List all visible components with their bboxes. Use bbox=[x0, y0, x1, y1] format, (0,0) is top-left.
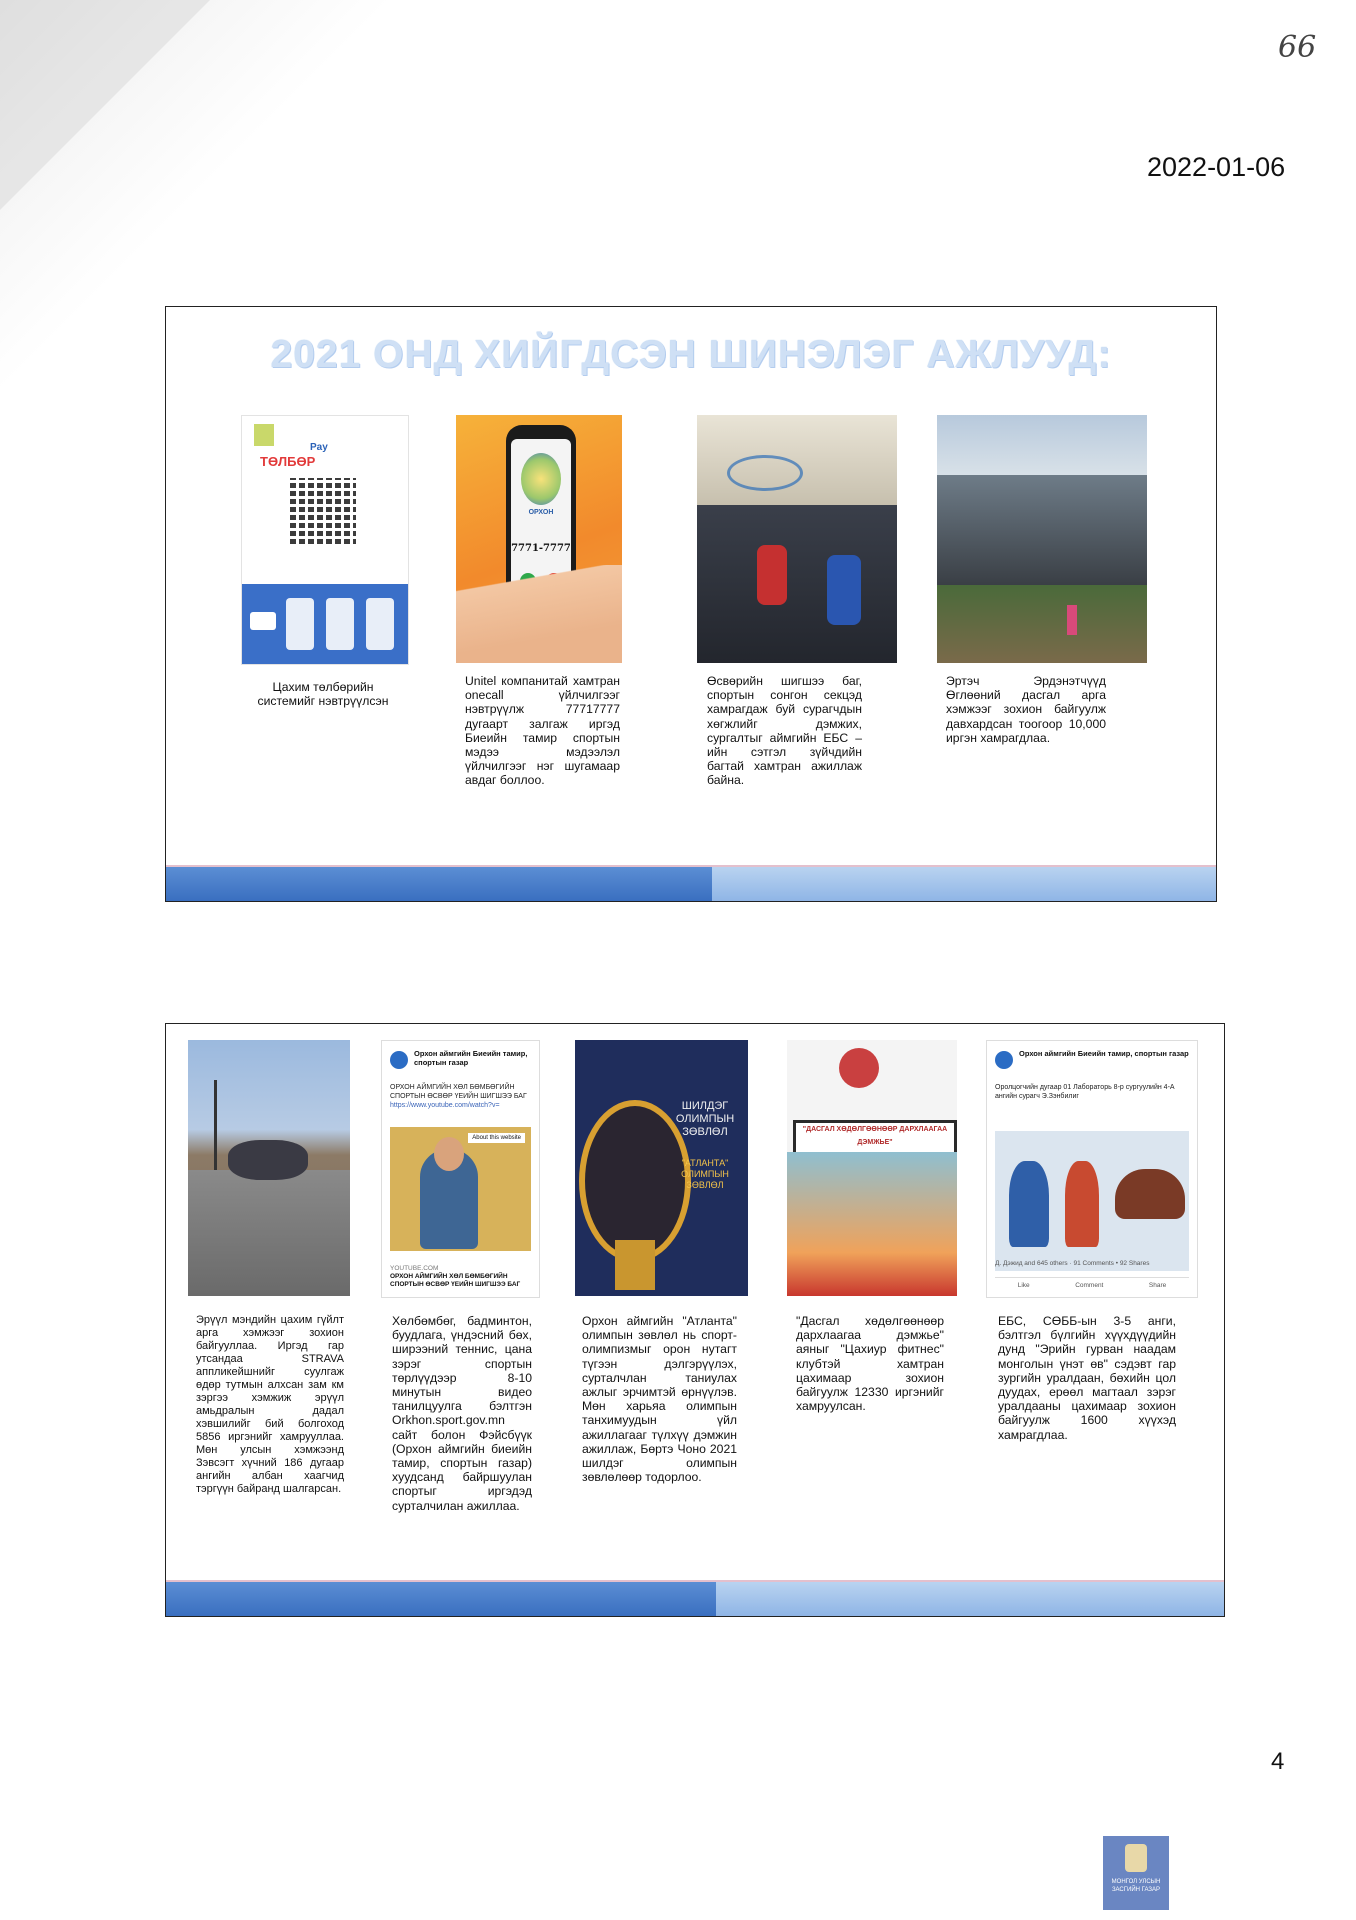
caption-morning-exercise: Эртэч Эрдэнэтчүүд Өглөөний дасгал арга хэмжээг зохион байгуулж давхардсан тоогоор 10,000 иргэн хамрагдлаа. bbox=[946, 674, 1106, 745]
slide-activities bbox=[165, 1023, 1225, 1617]
qr-payment-image bbox=[241, 415, 409, 665]
atlanta-olympic-council-poster bbox=[575, 1040, 748, 1296]
page-avatar-icon bbox=[995, 1051, 1013, 1069]
caption-psychology: Өсвөрийн шигшээ баг, спортын сонгон секцэд хамрагдаж буй сурагчдын хөгжлийг дэмжих, сургалтыг аймгийн ЕБС –ийн сэтгэл зүйчдийн багтай хамтран ажиллаж байна. bbox=[707, 674, 862, 788]
handwritten-page-number: 66 bbox=[1278, 30, 1317, 65]
hand-illustration bbox=[456, 565, 622, 663]
qpay-label: Pay bbox=[310, 442, 328, 453]
share-button[interactable]: Share bbox=[1148, 1282, 1167, 1289]
children-drawing bbox=[995, 1131, 1189, 1271]
about-website-label[interactable]: About this website bbox=[468, 1133, 525, 1143]
slide-title: 2021 ОНД ХИЙГДСЭН ШИНЭЛЭГ АЖЛУУД: bbox=[270, 333, 1112, 376]
phone-icon: ОРХОН 7771-7777 bbox=[506, 425, 576, 615]
soyombo-emblem-icon bbox=[1125, 1844, 1147, 1872]
facebook-drawing-post bbox=[986, 1040, 1198, 1298]
like-button[interactable]: Like bbox=[1017, 1282, 1030, 1289]
fitness-campaign-poster bbox=[787, 1040, 957, 1296]
page-avatar-icon bbox=[390, 1051, 408, 1069]
caption-onecall: Unitel компанитай хамтран onecall үйлчилгээг нэвтрүүлж 77717777 дугаарт залгаж иргэд Биеийн тамир спортын мэдээ мэдээлэл үйлчилгээг нэг шугамаар авдаг боллоо. bbox=[465, 674, 620, 788]
caption-strava: Эрүүл мэндийн цахим гүйлт арга хэмжээг зохион байгууллаа. Иргэд гар утсандаа STRAVA аппликейшнийг суулгаж өдөр тутмын алхсан зам км зэргээ хэмжиж эрүүл амьдралын дадал хэвшилийг бий болгоход 5856 иргэнийг хамрууллаа. Мөн улсын хэмжээнд Зэвсэгт хүчний 186 дугаар ангийн албан хаагчид тэргүүн байранд шалгарсан. bbox=[196, 1314, 344, 1495]
slide-innovations-2021 bbox=[165, 306, 1217, 902]
fb-page-name: Орхон аймгийн Биеийн тамир, спортын газар bbox=[1019, 1049, 1189, 1058]
fb-reactions: Д. Дэжид and 645 others · 91 Comments • 92 Shares bbox=[995, 1260, 1150, 1267]
fb-post-text: ОРХОН АЙМГИЙН ХӨЛ БӨМБӨГИЙН СПОРТЫН ӨСВӨР ҮЕИЙН ШИГШЭЭ БАГ https://www.youtube.com/watch?v= bbox=[390, 1084, 527, 1109]
comment-button[interactable]: Comment bbox=[1075, 1282, 1104, 1289]
folded-corner bbox=[0, 0, 210, 210]
phone-number: 7771-7777 bbox=[511, 543, 571, 554]
page-number: 4 bbox=[1271, 1748, 1285, 1775]
qpay-app-strip bbox=[242, 584, 408, 664]
fb-action-bar bbox=[995, 1277, 1189, 1289]
orkhon-logo bbox=[521, 453, 561, 505]
document-date: 2022-01-06 bbox=[1147, 152, 1286, 182]
poster-title: ШИЛДЭГ ОЛИМПЫН ЗӨВЛӨЛ bbox=[675, 1100, 735, 1138]
video-thumbnail[interactable] bbox=[390, 1127, 531, 1251]
trophy-icon bbox=[615, 1240, 655, 1290]
strava-run-photo bbox=[188, 1040, 350, 1296]
fb-post-link[interactable]: https://www.youtube.com/watch?v= bbox=[390, 1102, 500, 1109]
tolbor-label: ТӨЛБӨР bbox=[260, 454, 316, 469]
qr-code bbox=[290, 478, 356, 544]
caption-atlanta: Орхон аймгийн "Атланта" олимпын зөвлөл нь спорт-олимпизмыг орон нутагт түгээн дэлгэрүүлэх, сурталчлан таниулах ажлыг эрчимтэй өрнүүлэв. Мөн харьяа олимпын танхимуудын үйл ажиллагааг түлхүү дэмжин ажиллаж, Бөртэ Чоно 2021 шилдэг олимпын зөвлөлөөр тодорлоо. bbox=[582, 1314, 737, 1485]
stadium-morning-exercise-photo bbox=[937, 415, 1147, 663]
emblem-icon bbox=[839, 1048, 879, 1088]
government-logo bbox=[1103, 1836, 1169, 1910]
fb-page-name: Орхон аймгийн Биеийн тамир, спортын газар bbox=[414, 1049, 528, 1067]
government-logo-text: МОНГОЛ УЛСЫН ЗАСГИЙН ГАЗАР bbox=[1111, 1879, 1161, 1893]
onecall-phone-image bbox=[456, 415, 622, 663]
caption-sport-videos: Хөлбөмбөг, бадминтон, буудлага, үндэсний бөх, ширээний теннис, цана зэрэг спортын төрлүүдээр 8-10 минутын видео танилцуулга бэлтгэн Orkhon.sport.gov.mn сайт болон Фэйсбүүк (Орхон аймгийн биеийн тамир, спортын газар) хуудсанд байршуулан спортыг иргэдэд сурталчилан ажиллаа. bbox=[392, 1314, 532, 1513]
fb-link-preview: YOUTUBE.COM ОРХОН АЙМГИЙН ХӨЛ БӨМБӨГИЙН СПОРТЫН ӨСВӨР ҮЕИЙН ШИГШЭЭ БАГ bbox=[390, 1265, 521, 1288]
slide-footer-bar bbox=[166, 1582, 1224, 1616]
facebook-video-post bbox=[381, 1040, 540, 1298]
caption-drawing-contest: ЕБС, СӨББ-ын 3-5 анги, бэлтгэл бүлгийн хүүхдүүдийн дунд "Эрийн гурван наадам монголын үнэт өв" сэдэвт гар зургийн уралдаан, бөхийн цол дуудах, ерөөл магтаал зэрэг уралдааны цахимаар зохион байгуулж 1600 хүүхэд хамрагдлаа. bbox=[998, 1314, 1176, 1442]
caption-qr-payment: Цахим төлбөрийн системийг нэвтрүүлсэн bbox=[257, 680, 389, 709]
fb-post-text: Оролцогчийн дугаар 01 Лабораторь 8-р сургуулийн 4-А ангийн сурагч Э.Зэнбилиг bbox=[995, 1084, 1175, 1100]
campaign-banner: "ДАСГАЛ ХӨДӨЛГӨӨНӨӨР ДАРХЛААГАА ДЭМЖЬЕ" bbox=[793, 1120, 957, 1158]
poster-subtitle: "АТЛАНТА" ОЛИМПЫН ЗӨВЛӨЛ bbox=[681, 1158, 729, 1190]
classroom-photo bbox=[697, 415, 897, 663]
caption-fitness-campaign: "Дасгал хөдөлгөөнөөр дархлаагаа дэмжье" аяныг "Цахиур фитнес" клубтэй хамтран цахимаар зохион байгуулж 12330 иргэнийг хамруулсан. bbox=[796, 1314, 944, 1414]
slide-footer-bar bbox=[166, 867, 1216, 901]
